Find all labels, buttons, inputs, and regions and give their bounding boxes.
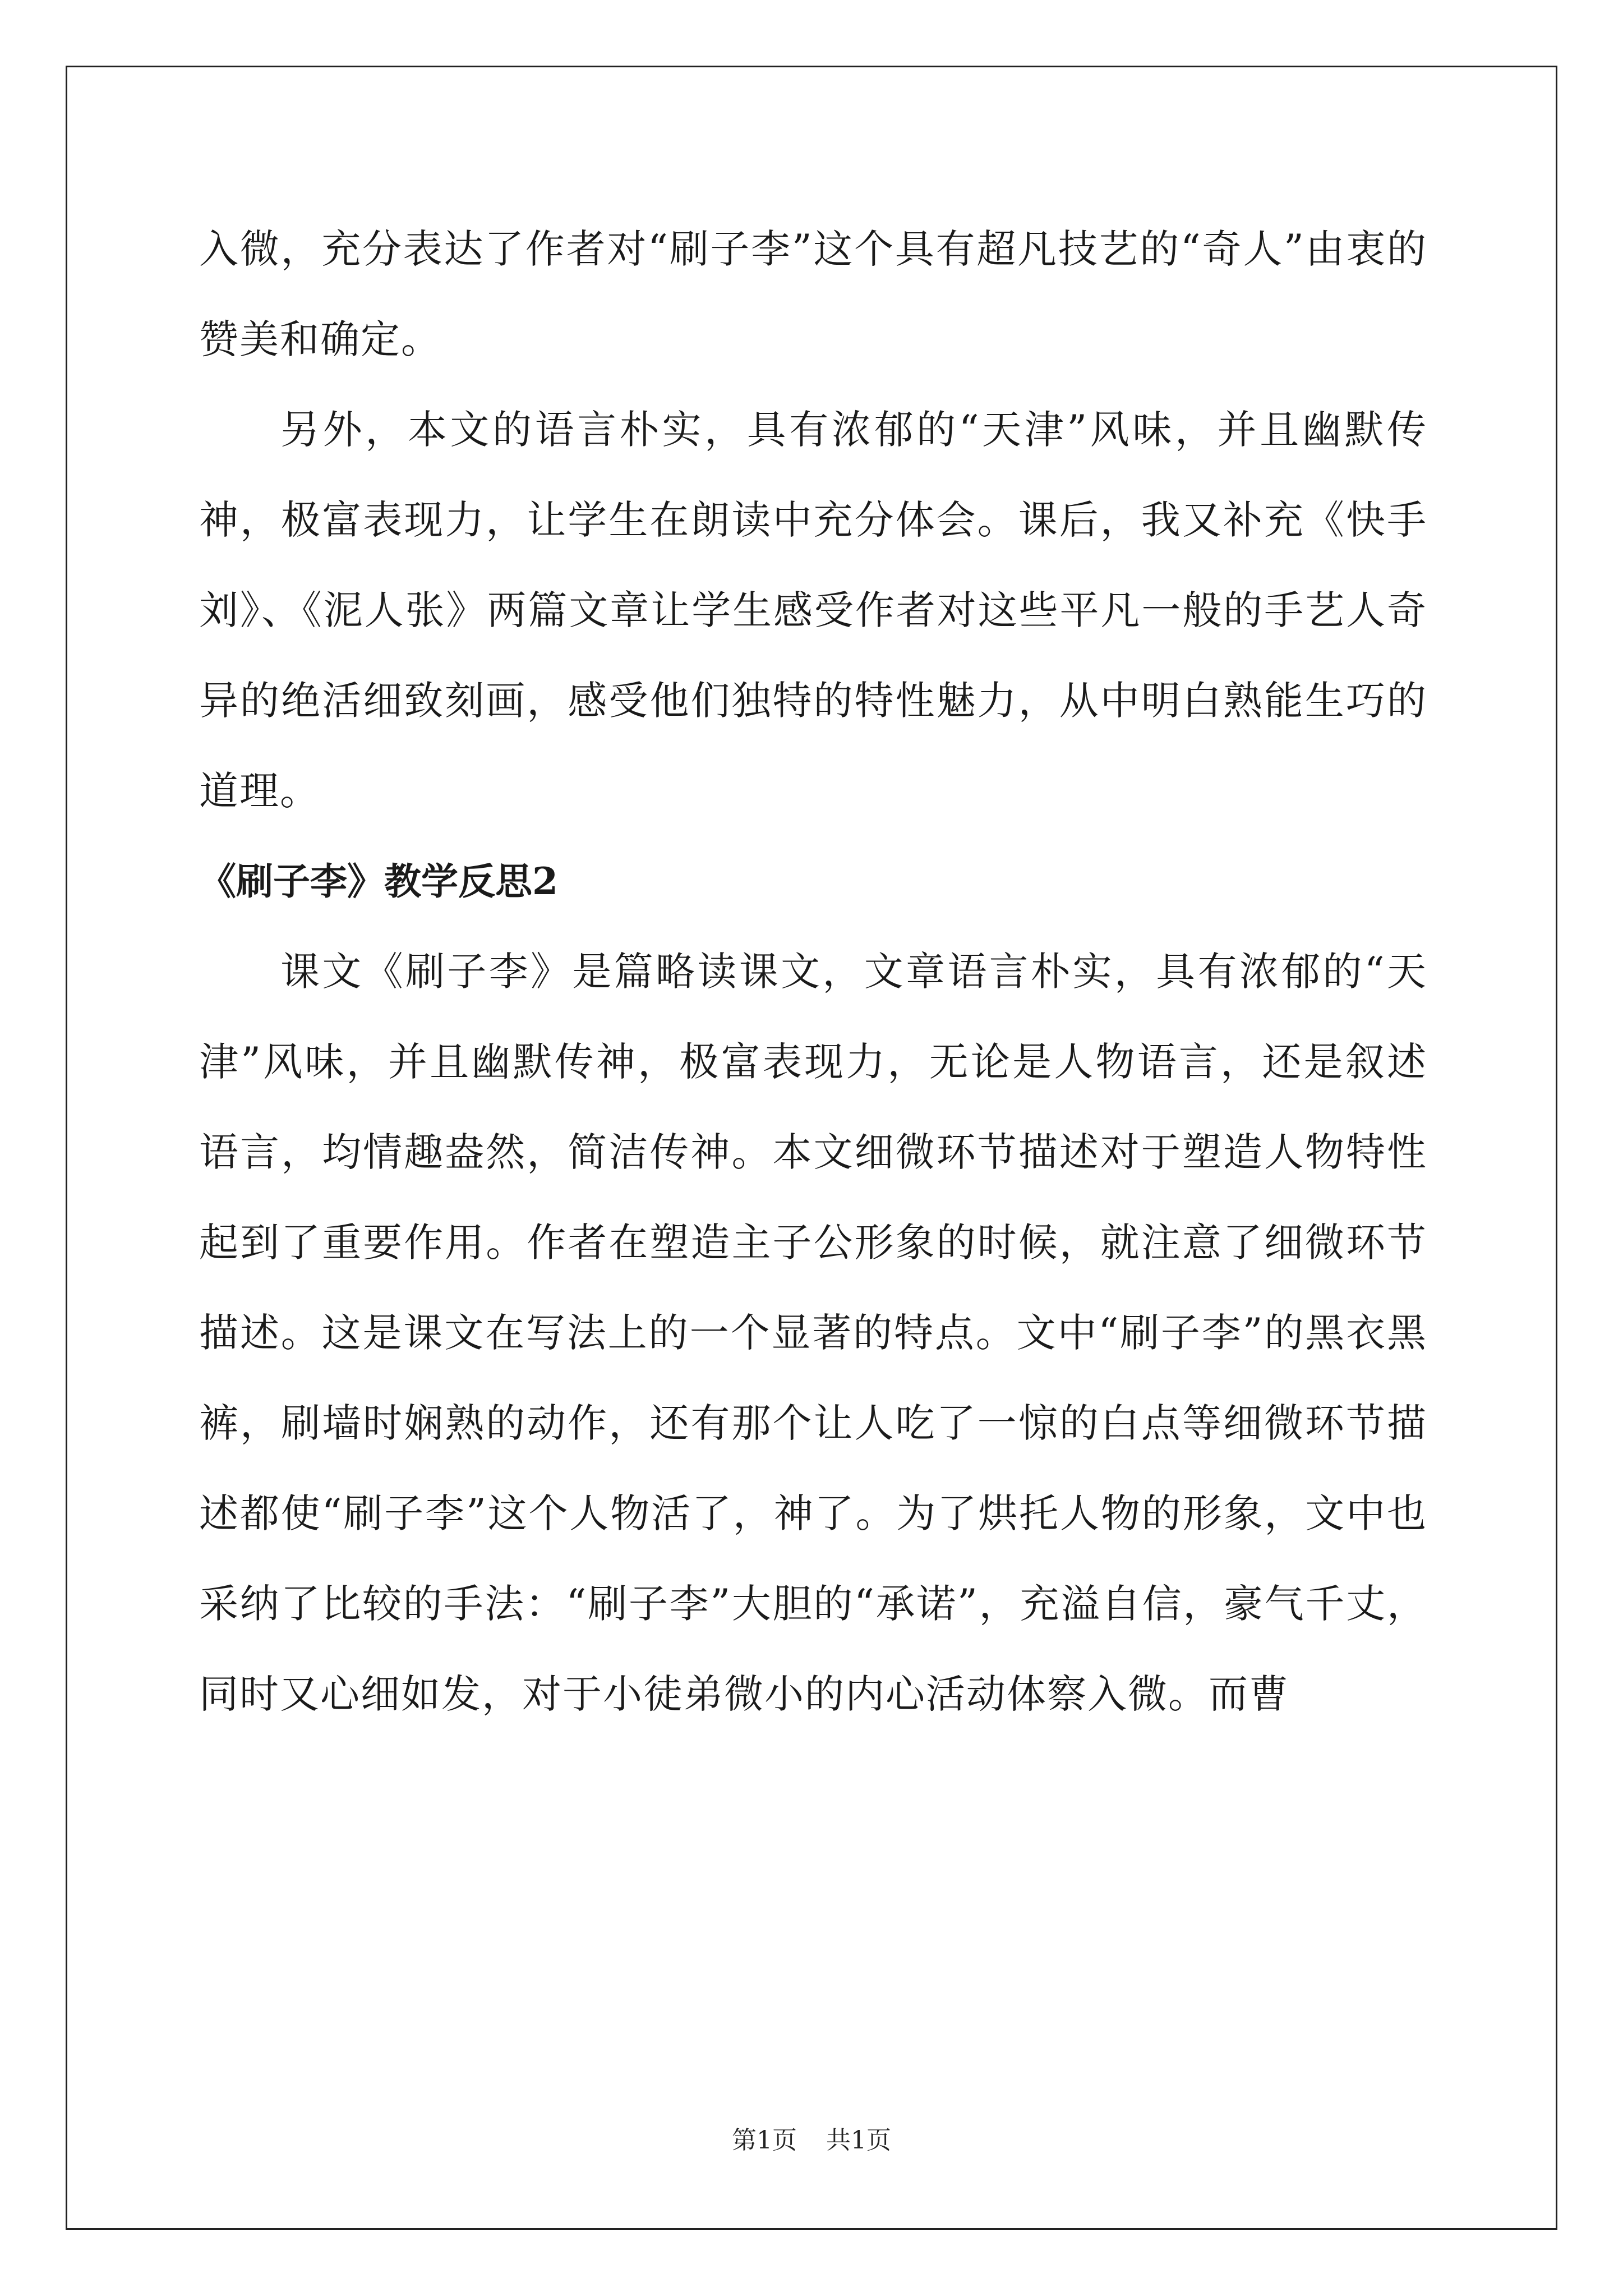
paragraph-reflection-2: 课文《刷子李》是篇略读课文，文章语言朴实，具有浓郁的“天津”风味，并且幽默传神，极富表现力，无论是人物语言，还是叙述语言，均情趣盎然，简洁传神。本文细微环节描述对于塑造人物特性起到了重要作用。作者在塑造主子公形象的时候，就注意了细微环节描述。这是课文在写法上的一个显著的特点。文中“刷子李”的黑衣黑裤，刷墙时娴熟的动作，还有那个让人吃了一惊的白点等细微环节描述都使“刷子李”这个人物活了，神了。为了烘托人物的形象，文中也采纳了比较的手法：“刷子李”大胆的“承诺”，充溢自信，豪气千丈，同时又心细如发，对于小徒弟微小的内心活动体察入微。而曹 <box>199 949 1427 1717</box>
page-total: 共1页 <box>826 2126 891 2155</box>
page-number: 第1页 <box>732 2126 797 2155</box>
paragraph-language: 另外，本文的语言朴实，具有浓郁的“天津”风味，并且幽默传神，极富表现力，让学生在朗读中充分体会。课后，我又补充《快手刘》、《泥人张》两篇文章让学生感受作者对这些平凡一般的手艺人奇异的绝活细致刻画，感受他们独特的特性魅力，从中明白熟能生巧的道理。 <box>199 407 1427 814</box>
section-heading: 《刷子李》教学反思2 <box>199 859 558 903</box>
page-footer <box>0 2124 1623 2157</box>
document-body <box>199 204 1427 1740</box>
paragraph-continuation: 入微，充分表达了作者对“刷子李”这个具有超凡技艺的“奇人”由衷的赞美和确定。 <box>199 226 1427 362</box>
